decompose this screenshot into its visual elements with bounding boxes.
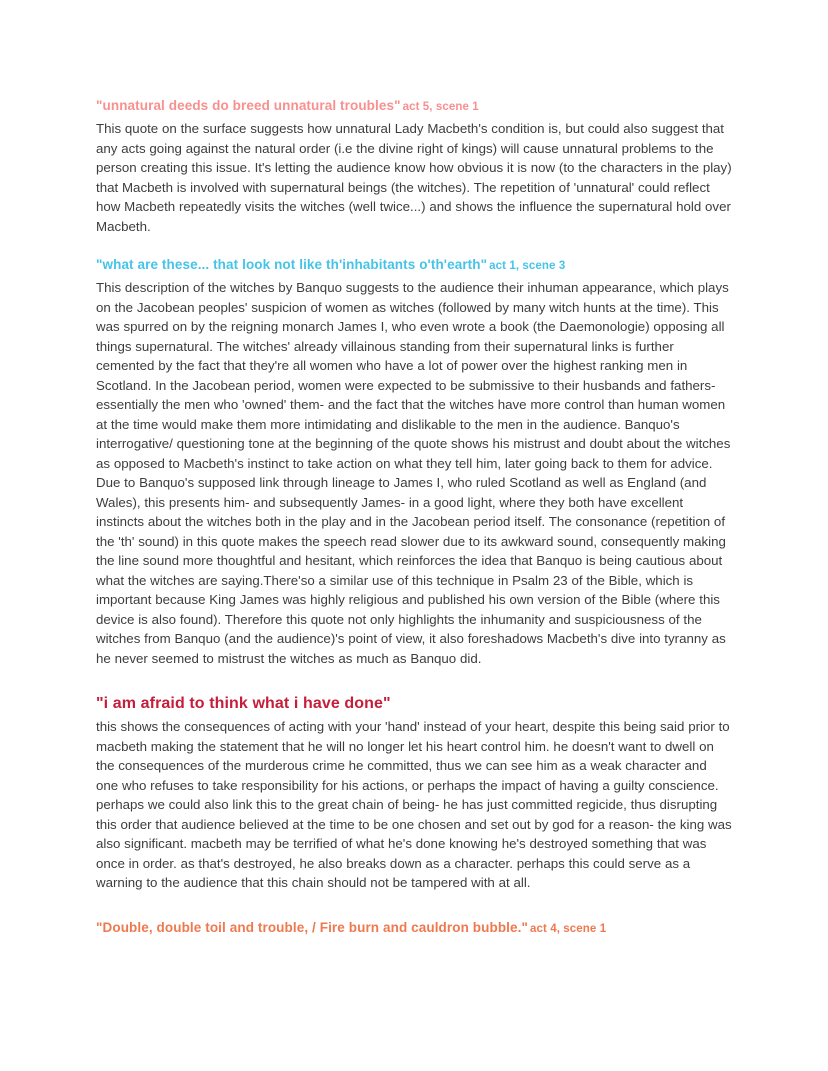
quote-heading-double-double [96,918,732,938]
section-spacer [96,236,732,255]
quote-text: "Double, double toil and trouble, / Fire burn and cauldron bubble." [96,919,528,935]
quote-heading-what-are-these [96,255,732,275]
scene-reference: act 1, scene 3 [489,260,566,272]
section-spacer [96,668,732,694]
quote-heading-afraid-to-think [96,694,732,714]
analysis-paragraph: perhaps we could also link this to the great chain of being- he has just committed regicide, thus disrupting this order that audience believed at the time to be one chosen and set out by god for a reason- the king was also significant. macbeth may be terrified of what he's done knowing he's destroyed something that was once in order. as that's destroyed, he also breaks down as a character. perhaps this could serve as a warning to the audience that this chain should not be tampered with at all. [96,797,732,890]
quote-section-double-double [96,918,732,938]
scene-reference: act 5, scene 1 [402,101,479,113]
analysis-paragraph: this shows the consequences of acting with your 'hand' instead of your heart, despite this being said prior to macbeth making the statement that he will no longer let his heart control him. he doesn't want to dwell on the consequences of the murderous crime he committed, thus we can see him as a weak character and one who refuses to take responsibility for his actions, or perhaps the impact of having a guilty conscience. [96,719,730,793]
section-spacer [96,893,732,918]
analysis-paragraph: This description of the witches by Banquo suggests to the audience their inhuman appearance, which plays on the Jacobean peoples' suspicion of women as witches (followed by many witch hunts at the time). This was spurred on by the reigning monarch James I, who even wrote a book (the Daemonologie) opposing all things supernatural. The witches' already villainous standing from their supernatural links is further cemented by the fact that they're all women who have a lot of power over the highest ranking men in Scotland. In the Jacobean period, women were expected to be submissive to their husbands and fathers- essentially the men who 'owned' them- and the fact that the witches have more control than human women at the time would make them more intimidating and dislikable to the men in the audience. Banquo's interrogative/ questioning tone at the beginning of the quote shows his mistrust and doubt about the witches as opposed to Macbeth's instinct to take action on what they tell him, later going back to them for advice. Due to Banquo's supposed link through lineage to James I, who ruled Scotland as well as England (and Wales), this presents him- and subsequently James- in a good light, where they both have excellent instincts about the witches both in the play and in the Jacobean period itself. The consonance (repetition of the 'th' sound) in this quote makes the speech read slower due to its awkward sound, consequently making the line sound more thoughtful and hesitant, which reinforces the idea that Banquo is being cautious about what the witches are saying.There'so a similar use of this technique in Psalm 23 of the Bible, which is important because King James was highly religious and published his own version of the Bible (where this device is also found). Therefore this quote not only highlights the inhumanity and suspiciousness of the witches from Banquo (and the audience)'s point of view, it also foreshadows Macbeth's dive into tyranny as he never seemed to mistrust the witches as much as Banquo did. [96,280,731,666]
quote-section-afraid-to-think [96,694,732,893]
quote-text: "unnatural deeds do breed unnatural troubles" [96,98,401,113]
analysis-paragraph: This quote on the surface suggests how unnatural Lady Macbeth's condition is, but could also suggest that any acts going against the natural order (i.e the divine right of kings) will cause unnatural problems to the person creating this issue. It's letting the audience know how obvious it is now (to the characters in the play) that Macbeth is involved with supernatural beings (the witches). The repetition of 'unnatural' could reflect how Macbeth repeatedly visits the witches (well twice...) and shows the influence the supernatural hold over Macbeth. [96,121,732,234]
quote-text: "what are these... that look not like th'inhabitants o'th'earth" [96,257,488,272]
quote-text: "i am afraid to think what i have done" [96,695,391,712]
scene-reference: act 4, scene 1 [530,922,607,935]
quote-section-unnatural-deeds [96,96,732,236]
quote-heading-unnatural-deeds [96,96,732,116]
quote-section-what-are-these [96,255,732,668]
document-body [96,96,732,938]
